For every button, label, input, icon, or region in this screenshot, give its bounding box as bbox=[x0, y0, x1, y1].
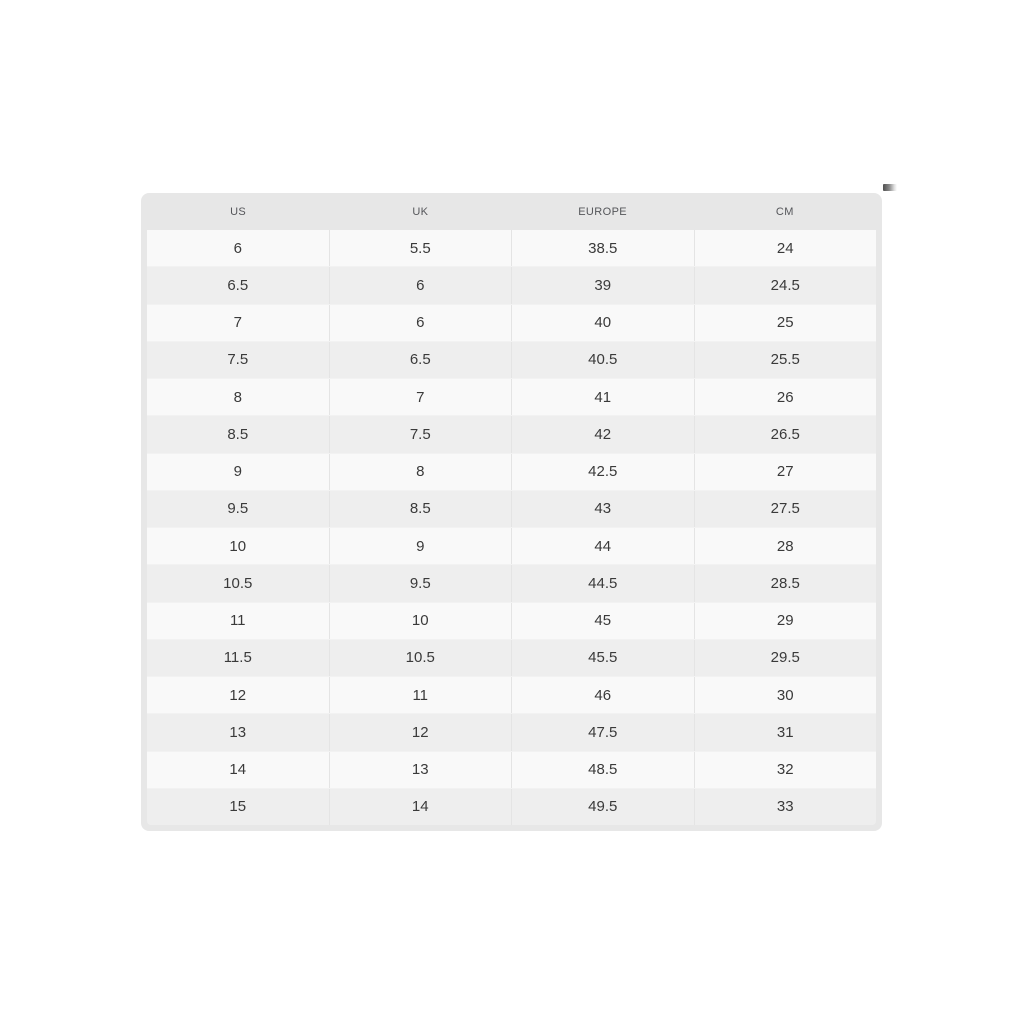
table-cell-us: 13 bbox=[229, 723, 247, 741]
table-cell-europe: 41 bbox=[511, 379, 694, 415]
column-header-us: US bbox=[230, 205, 247, 218]
table-cell-europe: 45 bbox=[511, 603, 694, 639]
table-cell-us: 9 bbox=[233, 463, 242, 481]
table-cell-uk: 10.5 bbox=[329, 640, 512, 676]
table-row bbox=[147, 341, 876, 378]
table-cell-cm: 31 bbox=[694, 714, 877, 750]
table-cell-cm: 26 bbox=[694, 379, 877, 415]
table-row bbox=[147, 564, 876, 601]
table-row bbox=[147, 788, 876, 825]
table-header-row bbox=[141, 193, 882, 230]
smudge-artifact bbox=[883, 184, 897, 191]
table-cell-cm: 29 bbox=[694, 603, 877, 639]
table-cell-cm: 33 bbox=[694, 789, 877, 825]
table-cell-uk: 12 bbox=[329, 714, 512, 750]
table-cell-uk: 8 bbox=[329, 454, 512, 490]
table-cell-uk: 10 bbox=[329, 603, 512, 639]
table-cell-uk: 9 bbox=[329, 528, 512, 564]
table-cell-europe: 48.5 bbox=[511, 752, 694, 788]
table-cell-uk: 5.5 bbox=[329, 230, 512, 266]
table-cell-europe: 40.5 bbox=[511, 342, 694, 378]
table-cell-europe: 44 bbox=[511, 528, 694, 564]
table-row bbox=[147, 751, 876, 788]
table-cell-cm: 27 bbox=[694, 454, 877, 490]
table-cell-cm: 25.5 bbox=[694, 342, 877, 378]
table-cell-europe: 43 bbox=[511, 491, 694, 527]
table-cell-us: 12 bbox=[229, 686, 247, 704]
column-header-cm: CM bbox=[775, 205, 794, 218]
table-cell-europe: 42.5 bbox=[511, 454, 694, 490]
table-cell-us: 11.5 bbox=[223, 649, 252, 667]
table-cell-uk: 11 bbox=[329, 677, 512, 713]
table-cell-europe: 38.5 bbox=[511, 230, 694, 266]
table-cell-cm: 24 bbox=[694, 230, 877, 266]
table-cell-us: 7.5 bbox=[227, 351, 249, 369]
table-cell-cm: 30 bbox=[694, 677, 877, 713]
table-row bbox=[147, 713, 876, 750]
table-row bbox=[147, 527, 876, 564]
table-row bbox=[147, 415, 876, 452]
table-row bbox=[147, 453, 876, 490]
table-cell-uk: 13 bbox=[329, 752, 512, 788]
table-cell-europe: 39 bbox=[511, 267, 694, 303]
table-row bbox=[147, 378, 876, 415]
table-cell-us: 15 bbox=[229, 798, 247, 816]
table-cell-us: 10 bbox=[229, 537, 247, 555]
table-cell-cm: 25 bbox=[694, 305, 877, 341]
table-row bbox=[147, 490, 876, 527]
table-cell-europe: 42 bbox=[511, 416, 694, 452]
table-cell-cm: 28.5 bbox=[694, 565, 877, 601]
table-cell-us: 6 bbox=[233, 239, 242, 257]
table-cell-uk: 6 bbox=[329, 267, 512, 303]
table-row bbox=[147, 639, 876, 676]
table-cell-us: 9.5 bbox=[227, 500, 249, 518]
table-cell-europe: 40 bbox=[511, 305, 694, 341]
table-cell-cm: 28 bbox=[694, 528, 877, 564]
table-cell-uk: 7.5 bbox=[329, 416, 512, 452]
table-row bbox=[147, 304, 876, 341]
table-cell-uk: 6 bbox=[329, 305, 512, 341]
table-row bbox=[147, 676, 876, 713]
table-cell-us: 8.5 bbox=[227, 425, 249, 443]
table-cell-us: 6.5 bbox=[227, 276, 249, 294]
table-cell-uk: 7 bbox=[329, 379, 512, 415]
table-cell-cm: 29.5 bbox=[694, 640, 877, 676]
table-cell-cm: 24.5 bbox=[694, 267, 877, 303]
table-cell-europe: 44.5 bbox=[511, 565, 694, 601]
table-cell-us: 11 bbox=[229, 612, 246, 630]
table-cell-uk: 6.5 bbox=[329, 342, 512, 378]
table-cell-uk: 9.5 bbox=[329, 565, 512, 601]
table-cell-europe: 46 bbox=[511, 677, 694, 713]
table-cell-cm: 32 bbox=[694, 752, 877, 788]
table-cell-cm: 27.5 bbox=[694, 491, 877, 527]
table-cell-cm: 26.5 bbox=[694, 416, 877, 452]
table-cell-europe: 45.5 bbox=[511, 640, 694, 676]
table-cell-us: 10.5 bbox=[223, 574, 253, 592]
column-header-europe: EUROPE bbox=[578, 205, 628, 218]
column-header-uk: UK bbox=[412, 205, 429, 218]
table-cell-us: 7 bbox=[233, 314, 242, 332]
table-row bbox=[147, 602, 876, 639]
table-cell-us: 8 bbox=[233, 388, 242, 406]
table-body bbox=[147, 230, 876, 825]
table-cell-europe: 49.5 bbox=[511, 789, 694, 825]
table-cell-europe: 47.5 bbox=[511, 714, 694, 750]
size-chart-table bbox=[141, 193, 882, 831]
table-cell-us: 14 bbox=[229, 761, 247, 779]
table-row bbox=[147, 230, 876, 266]
table-cell-uk: 8.5 bbox=[329, 491, 512, 527]
table-row bbox=[147, 266, 876, 303]
table-cell-uk: 14 bbox=[329, 789, 512, 825]
